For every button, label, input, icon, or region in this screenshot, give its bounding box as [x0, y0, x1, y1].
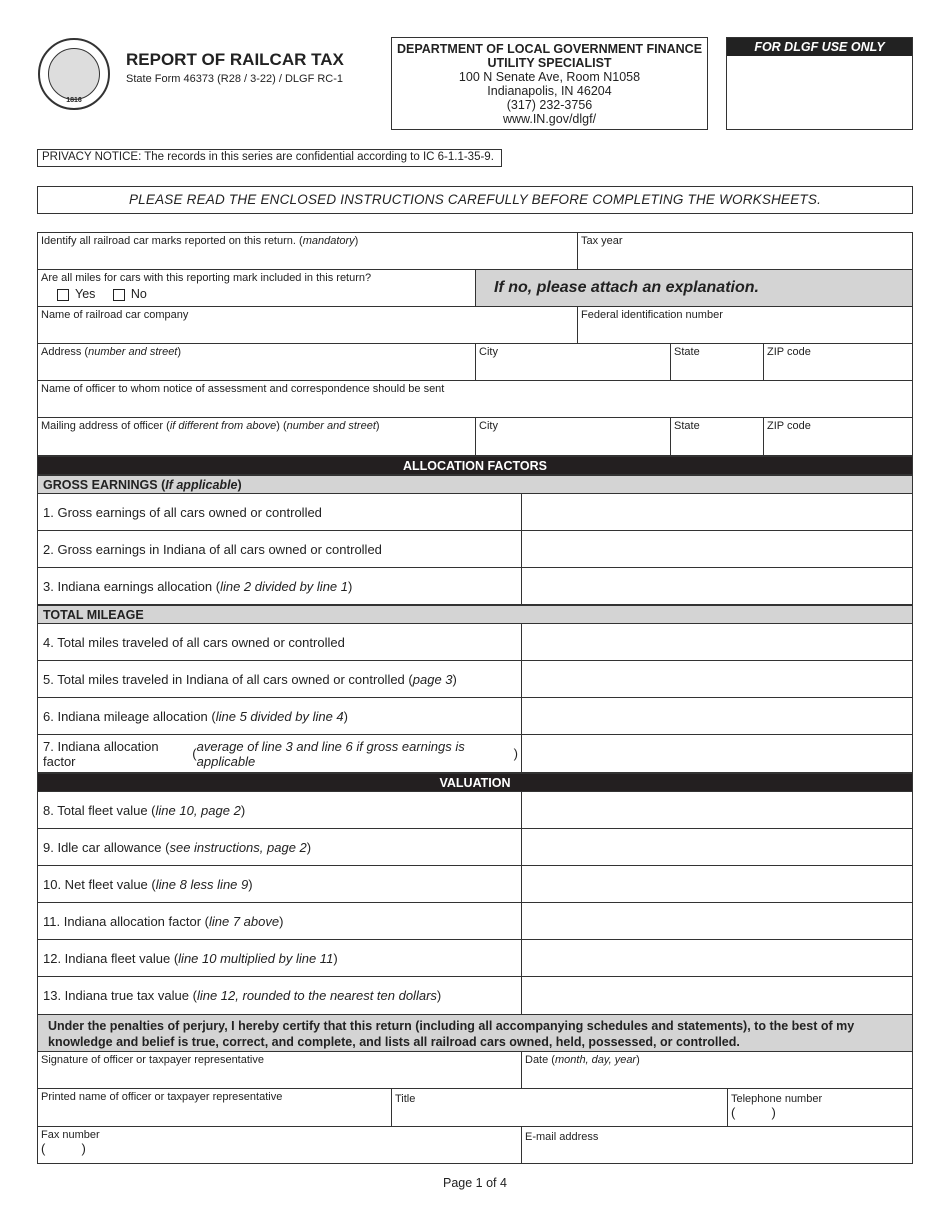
line-4-text: 4. Total miles traveled of all cars owned or controlled: [43, 634, 345, 650]
line-7-note: average of line 3 and line 6 if gross earnings is applicable: [196, 738, 465, 769]
city-label: City: [479, 346, 498, 358]
line-4-input[interactable]: [521, 623, 913, 661]
line-9-label: 9. Idle car allowance ( see instructions, page 2 ): [37, 828, 522, 866]
seal-year: 1816: [66, 97, 82, 104]
telephone-label: Telephone number: [731, 1093, 823, 1105]
dlgf-use-box: [726, 37, 913, 130]
dept-website: www.IN.gov/dlgf/: [502, 112, 597, 126]
line-5-note: page 3: [412, 671, 453, 687]
line-1-input[interactable]: [521, 493, 913, 531]
mailing-note-2: number and street: [286, 420, 376, 432]
mailing-label: Mailing address of officer: [41, 420, 164, 432]
mailing-state-field[interactable]: [670, 417, 764, 456]
state-seal: [38, 38, 110, 110]
line-12-label: 12. Indiana fleet value ( line 10 multiplied by line 11 ): [37, 939, 522, 977]
line-9-text: 9. Idle car allowance: [43, 839, 162, 855]
fax-label: Fax number: [41, 1129, 100, 1141]
seal-emblem-icon: [48, 48, 100, 100]
line-13-note: line 12, rounded to the nearest ten dollars: [196, 988, 437, 1003]
line-7-text: 7. Indiana allocation factor: [43, 738, 159, 769]
line-2-input[interactable]: [521, 530, 913, 568]
line-2-text: 2. Gross earnings in Indiana of all cars owned or controlled: [43, 541, 382, 557]
tax-year-label: Tax year: [581, 235, 623, 247]
line-3-note: line 2 divided by line 1: [220, 578, 348, 594]
line-11-label: 11. Indiana allocation factor ( line 7 above ): [37, 902, 522, 940]
city-field[interactable]: [475, 343, 671, 381]
dept-city: Indianapolis, IN 46204: [487, 84, 612, 98]
dlgf-use-header: FOR DLGF USE ONLY: [727, 38, 912, 56]
line-13-text: 13. Indiana true tax value: [43, 988, 189, 1003]
line-6-text: 6. Indiana mileage allocation: [43, 708, 208, 724]
company-name-field[interactable]: [37, 306, 578, 344]
car-marks-field[interactable]: Identify all railroad car marks reported on this return. (mandatory): [37, 232, 578, 270]
allocation-factors-header: ALLOCATION FACTORS: [37, 456, 913, 475]
line-11-input[interactable]: [521, 902, 913, 940]
mailing-zip-field[interactable]: [763, 417, 913, 456]
line-13-input[interactable]: [521, 976, 913, 1015]
line-11-text: 11. Indiana allocation factor: [43, 913, 202, 929]
line-3-input[interactable]: [521, 567, 913, 605]
officer-name-label: Name of officer to whom notice of assessment and correspondence should be sent: [41, 383, 445, 395]
line-4-label: [37, 623, 522, 661]
address-note: number and street: [88, 346, 178, 358]
form-title: REPORT OF RAILCAR TAX: [126, 50, 344, 69]
certification-statement: Under the penalties of perjury, I hereby certify that this return (including all accompanying schedules and statements), to the best of my knowledge and belief is true, correct, and complete, and lists all railroad cars owned, held, possessed, or controlled.: [37, 1014, 913, 1052]
tax-year-field[interactable]: [577, 232, 913, 270]
car-marks-note: mandatory: [302, 235, 355, 247]
instructions-notice: PLEASE READ THE ENCLOSED INSTRUCTIONS CAREFULLY BEFORE COMPLETING THE WORKSHEETS.: [37, 186, 913, 214]
gross-earnings-note: If applicable: [165, 478, 238, 492]
no-label: No: [130, 287, 147, 301]
dept-name: DEPARTMENT OF LOCAL GOVERNMENT FINANCE: [396, 42, 703, 56]
line-10-input[interactable]: [521, 865, 913, 903]
line-5-input[interactable]: [521, 660, 913, 698]
line-10-text: 10. Net fleet value: [43, 876, 148, 892]
date-label: Date: [525, 1054, 549, 1066]
title-label: Title: [395, 1093, 416, 1105]
line-8-input[interactable]: [521, 791, 913, 829]
address-label: Address: [41, 346, 82, 358]
line-5-text: 5. Total miles traveled in Indiana of all cars owned or controlled: [43, 671, 405, 687]
line-9-note: see instructions, page 2: [169, 839, 307, 855]
line-2-label: [37, 530, 522, 568]
line-6-input[interactable]: [521, 697, 913, 735]
line-10-label: 10. Net fleet value ( line 8 less line 9 ): [37, 865, 522, 903]
telephone-area-code: ( ): [731, 1105, 776, 1120]
line-9-input[interactable]: [521, 828, 913, 866]
fax-area-code: ( ): [41, 1141, 86, 1156]
line-6-label: 6. Indiana mileage allocation ( line 5 divided by line 4 ): [37, 697, 522, 735]
mailing-note-1: if different from above: [169, 420, 277, 432]
mailing-city-label: City: [479, 420, 498, 432]
all-miles-question: [37, 269, 476, 307]
officer-name-field[interactable]: [37, 380, 913, 418]
yes-checkbox[interactable]: [57, 289, 69, 301]
title-field[interactable]: [391, 1088, 728, 1127]
fein-label: Federal identification number: [581, 309, 723, 321]
telephone-field[interactable]: [727, 1088, 913, 1127]
zip-field[interactable]: [763, 343, 913, 381]
yes-label: Yes: [75, 287, 96, 301]
no-checkbox[interactable]: [113, 289, 125, 301]
date-note: month, day, year: [554, 1054, 637, 1066]
privacy-notice: PRIVACY NOTICE: The records in this series are confidential according to IC 6-1.1-35-9.: [37, 149, 502, 167]
date-field[interactable]: Date (month, day, year): [521, 1051, 913, 1089]
dept-unit: UTILITY SPECIALIST: [487, 56, 612, 70]
car-marks-label: Identify all railroad car marks reported on this return.: [41, 235, 296, 247]
line-12-text: 12. Indiana fleet value: [43, 950, 171, 966]
line-7-input[interactable]: [521, 734, 913, 773]
total-mileage-header: TOTAL MILEAGE: [37, 605, 913, 624]
email-field[interactable]: [521, 1126, 913, 1164]
gross-earnings-header: GROSS EARNINGS (If applicable): [37, 475, 913, 494]
line-12-input[interactable]: [521, 939, 913, 977]
signature-field[interactable]: [37, 1051, 522, 1089]
email-label: E-mail address: [525, 1131, 599, 1143]
state-field[interactable]: [670, 343, 764, 381]
line-8-note: line 10, page 2: [155, 802, 241, 818]
line-1-text: 1. Gross earnings of all cars owned or controlled: [43, 504, 322, 520]
address-field[interactable]: Address (number and street): [37, 343, 476, 381]
fein-field[interactable]: [577, 306, 913, 344]
department-box: [391, 37, 708, 130]
dept-street: 100 N Senate Ave, Room N1058: [458, 70, 641, 84]
line-13-label: 13. Indiana true tax value ( line 12, rounded to the nearest ten dollars ): [37, 976, 522, 1015]
line-7-label: 7. Indiana allocation factor ( average of line 3 and line 6 if gross earnings is applicable ): [37, 734, 522, 773]
line-8-text: 8. Total fleet value: [43, 802, 148, 818]
mailing-state-label: State: [674, 420, 700, 432]
if-no-explanation: If no, please attach an explanation.: [475, 269, 913, 307]
signature-label: Signature of officer or taxpayer representative: [41, 1054, 264, 1066]
mailing-city-field[interactable]: [475, 417, 671, 456]
line-12-note: line 10 multiplied by line 11: [178, 950, 334, 966]
page-number: Page 1 of 4: [443, 1176, 507, 1190]
mailing-address-field[interactable]: Mailing address of officer (if different from above) (number and street): [37, 417, 476, 456]
line-3-label: 3. Indiana earnings allocation ( line 2 divided by line 1 ): [37, 567, 522, 605]
line-10-note: line 8 less line 9: [155, 876, 249, 892]
valuation-header: VALUATION: [37, 773, 913, 792]
mailing-zip-label: ZIP code: [767, 420, 811, 432]
dept-phone: (317) 232-3756: [506, 98, 593, 112]
line-1-label: [37, 493, 522, 531]
line-5-label: 5. Total miles traveled in Indiana of all cars owned or controlled ( page 3 ): [37, 660, 522, 698]
line-6-note: line 5 divided by line 4: [215, 708, 344, 724]
printed-name-field[interactable]: [37, 1088, 392, 1127]
state-label: State: [674, 346, 700, 358]
printed-name-label: Printed name of officer or taxpayer representative: [41, 1091, 283, 1103]
line-3-text: 3. Indiana earnings allocation: [43, 578, 213, 594]
line-11-note: line 7 above: [208, 913, 280, 929]
line-8-label: 8. Total fleet value ( line 10, page 2 ): [37, 791, 522, 829]
gross-earnings-title: GROSS EARNINGS: [43, 478, 158, 492]
zip-label: ZIP code: [767, 346, 811, 358]
company-name-label: Name of railroad car company: [41, 309, 189, 321]
fax-field[interactable]: [37, 1126, 522, 1164]
form-id: State Form 46373 (R28 / 3-22) / DLGF RC-1: [126, 73, 344, 85]
all-miles-label: Are all miles for cars with this reporting mark included in this return?: [41, 272, 372, 284]
